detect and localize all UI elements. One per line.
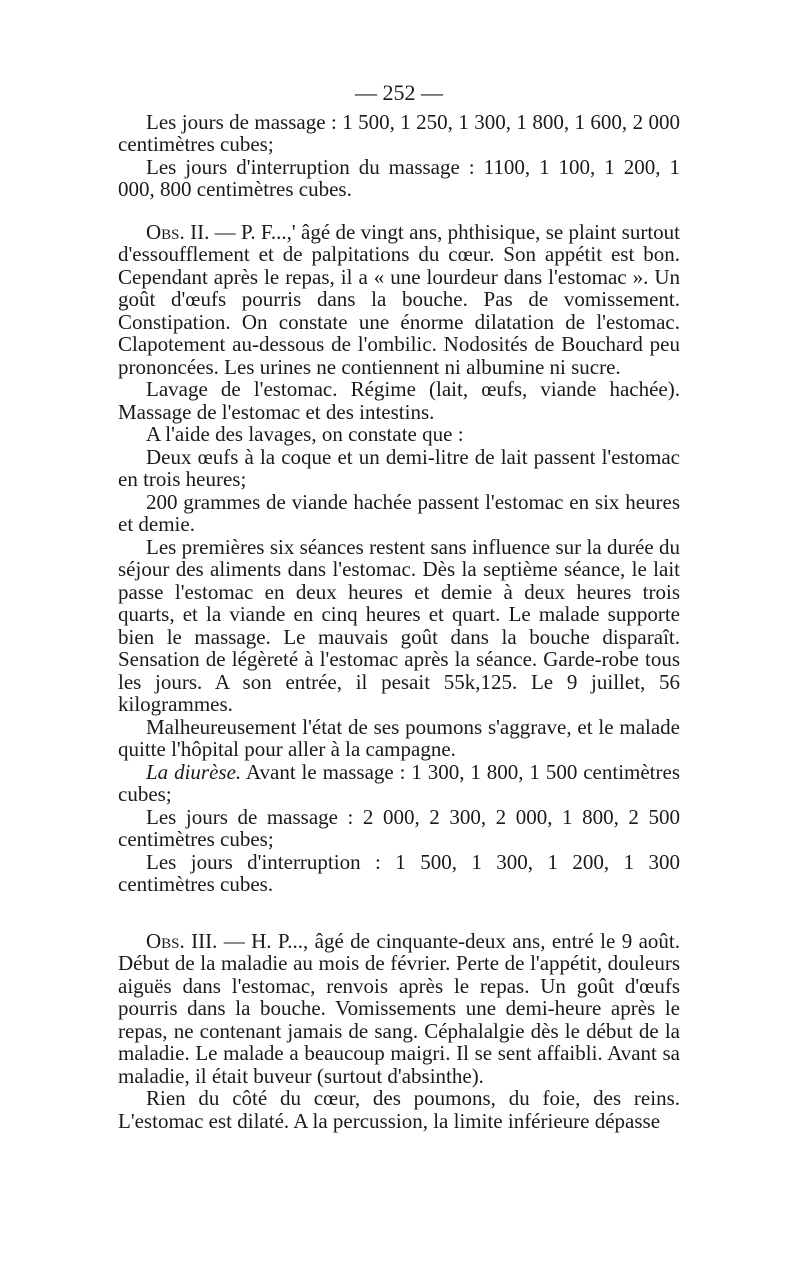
paragraph-massage-days: Les jours de massage : 1 500, 1 250, 1 300, 1 800, 1 600, 2 000 centimètres cubes; xyxy=(118,109,680,156)
paragraph-outcome: Malheureusement l'état de ses poumons s'aggrave, et le malade quitte l'hôpital pour aller à la campagne. xyxy=(118,714,680,761)
paragraph-diuresis-interruption: Les jours d'interruption : 1 500, 1 300, 1 200, 1 300 centimètres cubes. xyxy=(118,849,680,896)
paragraph-interruption-days: Les jours d'interruption du massage : 1100, 1 100, 1 200, 1 000, 800 centimètres cubes. xyxy=(118,154,680,201)
observation-3-label: Obs. III. xyxy=(146,928,218,953)
observation-2-label: Obs. II. xyxy=(146,219,210,244)
paragraph-observation-2 xyxy=(118,221,680,379)
paragraph-eggs-milk: Deux œufs à la coque et un demi-litre de lait passent l'estomac en trois heures; xyxy=(118,444,680,491)
paragraph-sessions: Les premières six séances restent sans influence sur la durée du séjour des aliments dans l'estomac. Dès la septième séance, le lait passe l'estomac en deux heures et demie à deux heures trois quarts, et la viande en cinq heures et quart. Le malade supporte bien le massage. Le mauvais goût dans la bouche disparaît. Sensation de légèreté à l'estomac après la séance. Garde-robe tous les jours. A son entrée, il pesait 55k,125. Le 9 juillet, 56 kilogrammes. xyxy=(118,534,680,716)
observation-3-text: — H. P..., âgé de cinquante-deux ans, entré le 9 août. Début de la maladie au mois de février. Perte de l'appétit, douleurs aiguës dans l'estomac, renvois après le repas. Un goût d'œufs pourris dans la bouche. Vomissements une demi-heure après le repas, ne contenant jamais de sang. Céphalalgie dès le début de la maladie. Le malade a beaucoup maigri. Il se sent affaibli. Avant sa maladie, il était buveur (surtout d'absinthe). xyxy=(118,928,680,1088)
paragraph-diuresis-massage: Les jours de massage : 2 000, 2 300, 2 000, 1 800, 2 500 centimètres cubes; xyxy=(118,804,680,851)
observation-2-text: — P. F...,' âgé de vingt ans, phthisique, se plaint surtout d'essoufflement et de palpitations du cœur. Son appétit est bon. Cependant après le repas, il a « une lourdeur dans l'estomac ». Un goût d'œufs pourris dans la bouche. Pas de vomissement. Constipation. On constate une énorme dilatation de l'estomac. Clapotement au-dessous de l'ombilic. Nodosités de Bouchard peu prononcées. Les urines ne contiennent ni albumine ni sucre. xyxy=(118,219,681,379)
paragraph-examination: Rien du côté du cœur, des poumons, du foie, des reins. L'estomac est dilaté. A la percussion, la limite inférieure dépasse xyxy=(118,1086,680,1133)
page-number: — 252 — xyxy=(355,80,443,105)
paragraph-lavage-findings: A l'aide des lavages, on constate que : xyxy=(146,422,464,446)
diuresis-label: La diurèse. xyxy=(146,759,242,784)
paragraph-meat: 200 grammes de viande hachée passent l'estomac en six heures et demie. xyxy=(118,489,680,536)
paragraph-observation-3 xyxy=(118,930,680,1088)
diuresis-text: Avant le massage : 1 300, 1 800, 1 500 centimètres cubes; xyxy=(118,759,681,806)
paragraph-diuresis xyxy=(118,761,680,806)
paragraph-treatment: Lavage de l'estomac. Régime (lait, œufs, viande hachée). Massage de l'estomac et des intestins. xyxy=(118,377,680,424)
